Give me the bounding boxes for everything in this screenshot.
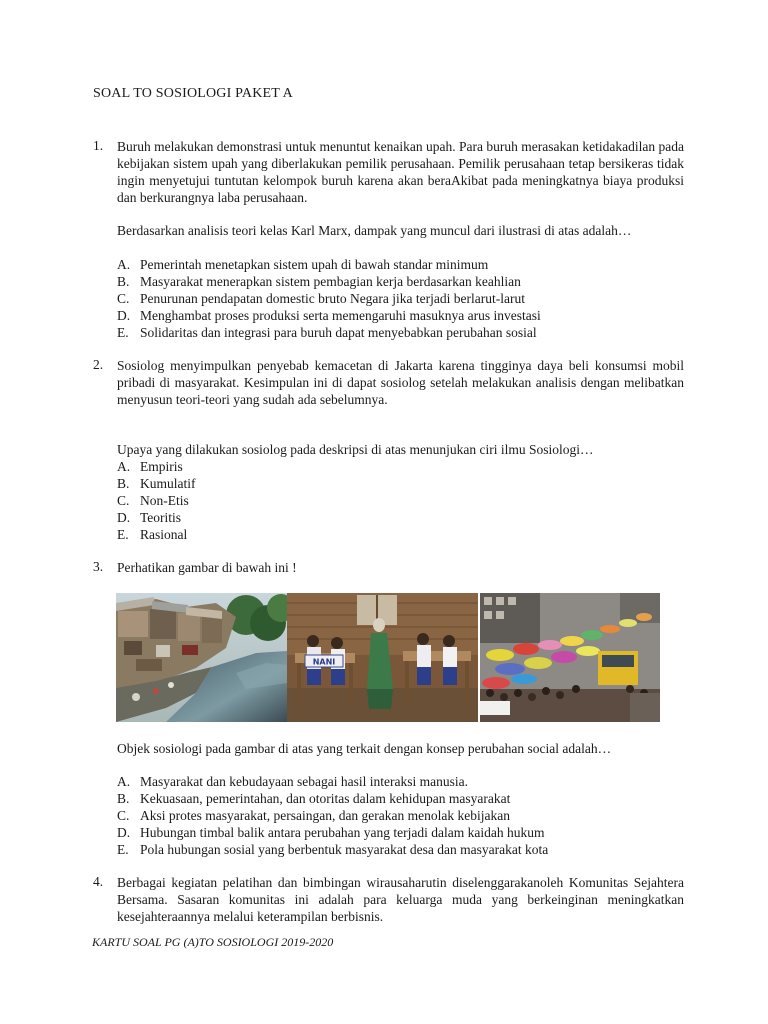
question-4-stem: Berbagai kegiatan pelatihan dan bimbingan wirausaharutin diselenggarakanoleh Komunitas Sejahtera Bersama. Sasaran komunitas ini adalah para keluarga muda yang berkeinginan meningkatkan kesejahteraannya melalui keterampilan berbisnis. [117,875,684,924]
page-title: SOAL TO SOSIOLOGI PAKET A [93,86,293,101]
option-2e[interactable]: E. Rasional [117,527,188,542]
option-3e[interactable]: E. Pola hubungan sosial yang berbentuk masyarakat desa dan masyarakat kota [117,842,549,857]
option-1d[interactable]: D. Menghambat proses produksi serta memengaruhi masuknya arus investasi [117,308,541,323]
classroom-photo [287,593,478,722]
question-2-options [117,458,684,543]
slum-river-photo [116,593,287,722]
question-1-stem: Buruh melakukan demonstrasi untuk menuntut kenaikan upah. Para buruh merasakan ketidakadilan pada kebijakan sistem upah yang diberlakukan pemilik perusahaan. Pemilik perusahaan tetap bersikeras tidak ingin menyetujui tuntutan kelompok buruh karena akan beraAkibat pada meningkatnya biaya produksi dan berkurangnya laba perusahaan. [117,139,684,205]
classroom-sign-text: NANI [312,657,336,667]
option-2d[interactable]: D. Teoritis [117,510,182,525]
question-1-number: 1. [93,138,104,153]
option-3c[interactable]: C. Aksi protes masyarakat, persaingan, dan gerakan menolak kebijakan [117,808,510,823]
option-2b[interactable]: B. Kumulatif [117,476,196,491]
option-2a[interactable]: A. Empiris [117,459,183,474]
option-3a[interactable]: A. Masyarakat dan kebudayaan sebagai hasil interaksi manusia. [117,774,469,789]
question-2-number: 2. [93,357,104,372]
question-1-prompt: Berdasarkan analisis teori kelas Karl Marx, dampak yang muncul dari ilustrasi di atas adalah… [117,223,632,238]
option-1a[interactable]: A. Pemerintah menetapkan sistem upah di bawah standar minimum [117,257,489,272]
question-2-stem: Sosiolog menyimpulkan penyebab kemacetan di Jakarta karena tingginya daya beli konsumsi mobil pribadi di masyarakat. Kesimpulan ini di dapat sosiolog setelah melakukan analisis dengan melibatkan menyusun teori-teori yang sudah ada sebelumnya. [117,358,684,407]
question-1-options [117,256,684,341]
question-2-prompt: Upaya yang dilakukan sosiolog pada deskripsi di atas menunjukan ciri ilmu Sosiologi… [117,442,594,457]
question-3-stem: Perhatikan gambar di bawah ini ! [117,560,297,575]
option-3d[interactable]: D. Hubungan timbal balik antara perubahan yang terjadi dalam kaidah hukum [117,825,545,840]
option-1c[interactable]: C. Penurunan pendapatan domestic bruto Negara jika terjadi berlarut-larut [117,291,525,306]
page-footer: KARTU SOAL PG (A)TO SOSIOLOGI 2019-2020 [92,935,334,949]
option-2c[interactable]: C. Non-Etis [117,493,189,508]
option-1e[interactable]: E. Solidaritas dan integrasi para buruh dapat menyebabkan perubahan sosial [117,325,537,340]
question-3-prompt: Objek sosiologi pada gambar di atas yang terkait dengan konsep perubahan social adalah… [117,741,612,756]
option-1b[interactable]: B. Masyarakat menerapkan sistem pembagian kerja berdasarkan keahlian [117,274,521,289]
question-3-options [117,773,684,858]
question-4-number: 4. [93,874,104,889]
question-3-number: 3. [93,559,104,574]
market-crowd-photo [480,593,660,722]
option-3b[interactable]: B. Kekuasaan, pemerintahan, dan otoritas dalam kehidupan masyarakat [117,791,511,806]
